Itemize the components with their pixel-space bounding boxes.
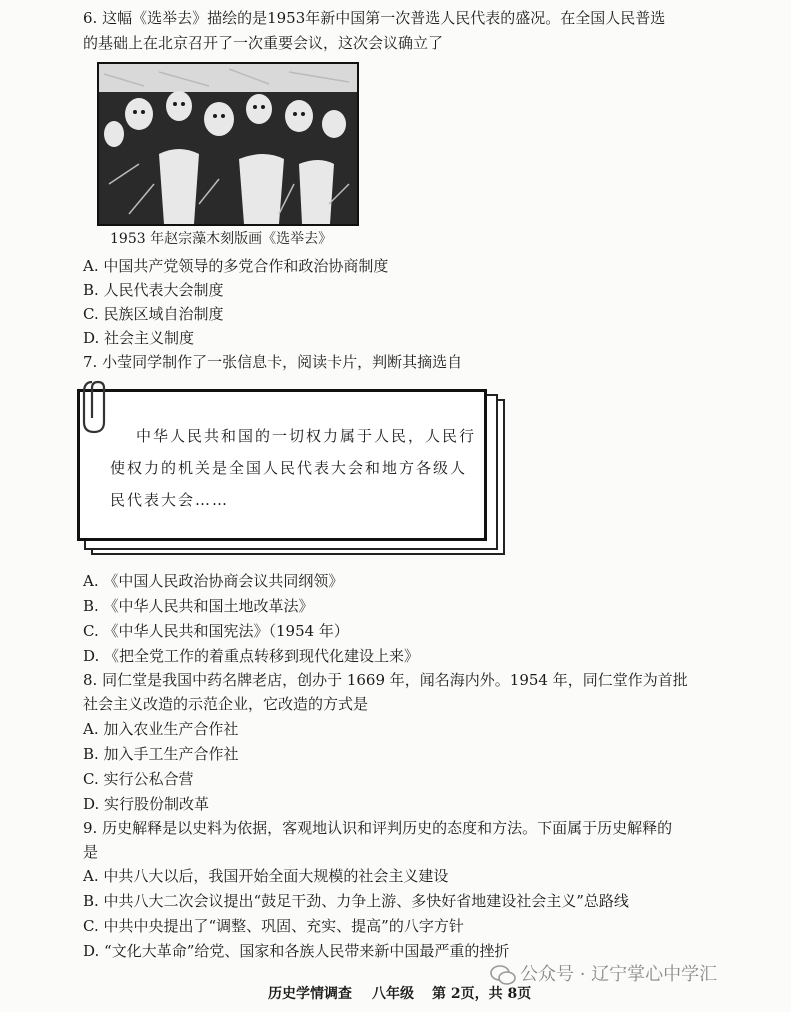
- wechat-icon: [490, 964, 516, 986]
- q7-stem: 7. 小莹同学制作了一张信息卡，阅读卡片，判断其摘选自: [83, 353, 463, 371]
- footer-page-number: 第 2页，共 8页: [432, 986, 532, 1002]
- footer-grade: 八年级: [372, 986, 414, 1002]
- q9-option-d: D. “文化大革命”给党、国家和各族人民带来新中国最严重的挫折: [83, 942, 510, 960]
- q7-option-d: D. 《把全党工作的着重点转移到现代化建设上来》: [83, 647, 420, 665]
- q7-option-b: B. 《中华人民共和国土地改革法》: [83, 597, 314, 615]
- info-card: [77, 389, 487, 541]
- info-card-line-1: 中华人民共和国的一切权力属于人民，人民行: [136, 427, 477, 445]
- q6-option-a: A. 中国共产党领导的多党合作和政治协商制度: [83, 257, 389, 275]
- q6-stem-line1: 6. 这幅《选举去》描绘的是1953年新中国第一次普选人民代表的盛况。在全国人民普选: [83, 9, 666, 27]
- q6-stem-line2: 的基础上在北京召开了一次重要会议，这次会议确立了: [83, 34, 444, 52]
- q8-option-d: D. 实行股份制改革: [83, 795, 210, 813]
- q8-stem-line1: 8. 同仁堂是我国中药名牌老店，创办于 1669 年，闻名海内外。1954 年，同仁堂作为首批: [83, 671, 688, 689]
- paperclip-icon: [82, 378, 116, 436]
- q9-stem-line2: 是: [83, 843, 99, 861]
- q9-option-c: C. 中共中央提出了“调整、巩固、充实、提高”的八字方针: [83, 917, 464, 935]
- q6-option-c: C. 民族区域自治制度: [83, 305, 224, 323]
- q7-option-a: A. 《中国人民政治协商会议共同纲领》: [83, 572, 344, 590]
- q8-stem-line2: 社会主义改造的示范企业，它改造的方式是: [83, 695, 369, 713]
- q8-option-c: C. 实行公私合营: [83, 770, 194, 788]
- woodcut-caption: 1953 年赵宗藻木刻版画《选举去》: [110, 231, 333, 247]
- info-card-line-2: 使权力的机关是全国人民代表大会和地方各级人: [110, 459, 468, 477]
- crowd-illustration: [99, 64, 357, 224]
- q8-option-b: B. 加入手工生产合作社: [83, 745, 239, 763]
- woodcut-print-image: [97, 62, 359, 226]
- q9-option-b: B. 中共八大二次会议提出“鼓足干劲、力争上游、多快好省地建设社会主义”总路线: [83, 892, 629, 910]
- q8-option-a: A. 加入农业生产合作社: [83, 720, 239, 738]
- q6-option-b: B. 人民代表大会制度: [83, 281, 224, 299]
- info-card-line-3: 民代表大会……: [110, 491, 230, 509]
- q9-stem-line1: 9. 历史解释是以史料为依据，客观地认识和评判历史的态度和方法。下面属于历史解释的: [83, 819, 673, 837]
- watermark-text: 公众号 · 辽宁掌心中学汇: [520, 964, 718, 985]
- q6-option-d: D. 社会主义制度: [83, 329, 195, 347]
- q7-option-c: C. 《中华人民共和国宪法》（1954 年）: [83, 622, 349, 640]
- footer-subject: 历史学情调查: [268, 986, 352, 1002]
- q9-option-a: A. 中共八大以后，我国开始全面大规模的社会主义建设: [83, 867, 449, 885]
